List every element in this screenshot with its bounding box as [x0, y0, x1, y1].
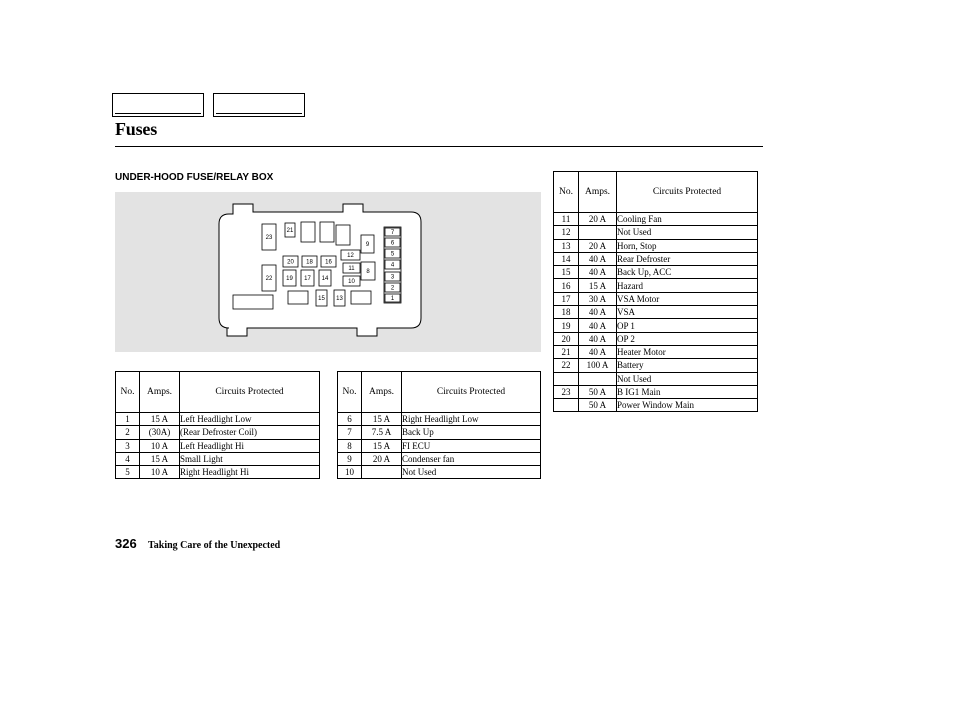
fuse-table-1	[115, 371, 320, 479]
header-no: No.	[116, 372, 140, 413]
fuse-number: 10	[338, 466, 362, 479]
fuse-slot-label: 5	[390, 251, 395, 258]
fuse-amperage: 100 A	[579, 359, 617, 372]
circuit-protected: Power Window Main	[617, 399, 758, 412]
fuse-amperage: 40 A	[579, 319, 617, 332]
fuse-amperage: 7.5 A	[362, 426, 402, 439]
fuse-amperage: (30A)	[140, 426, 180, 439]
table-row	[116, 466, 320, 479]
fuse-amperage: 50 A	[579, 399, 617, 412]
fuse-number: 17	[554, 292, 579, 305]
circuit-protected: Right Headlight Low	[402, 413, 541, 426]
circuit-protected: Not Used	[617, 372, 758, 385]
table-header-row	[338, 372, 541, 413]
table-row	[338, 466, 541, 479]
table-row	[554, 292, 758, 305]
header-no: No.	[338, 372, 362, 413]
circuit-protected: Heater Motor	[617, 345, 758, 358]
table-row	[116, 439, 320, 452]
header-no: No.	[554, 172, 579, 213]
table-row	[554, 239, 758, 252]
fuse-slot-label: 11	[348, 266, 355, 272]
relay-slot	[288, 291, 308, 304]
fuse-amperage: 50 A	[579, 385, 617, 398]
fuse-slot-label: 2	[390, 285, 395, 292]
fuse-slot-label: 20	[287, 259, 294, 266]
circuit-protected: Right Headlight Hi	[180, 466, 320, 479]
fuse-number: 8	[338, 439, 362, 452]
fuse-table-3	[553, 171, 758, 412]
relay-slot	[351, 291, 371, 304]
table-row	[338, 426, 541, 439]
table-row	[338, 452, 541, 465]
fuse-number: 4	[116, 452, 140, 465]
table-row	[554, 345, 758, 358]
circuit-protected: Battery	[617, 359, 758, 372]
circuit-protected: Left Headlight Low	[180, 413, 320, 426]
circuit-protected: Left Headlight Hi	[180, 439, 320, 452]
nav-tab-next[interactable]	[213, 93, 305, 117]
fuse-number: 7	[338, 426, 362, 439]
table-row	[554, 306, 758, 319]
fuse-slot-label: 3	[390, 274, 395, 281]
fuse-amperage: 40 A	[579, 266, 617, 279]
fuse-amperage: 15 A	[362, 413, 402, 426]
table-row	[554, 319, 758, 332]
table-row	[554, 385, 758, 398]
relay-slot	[320, 222, 334, 242]
fuse-number: 22	[554, 359, 579, 372]
page-number: 326	[115, 536, 137, 551]
relay-slot	[233, 295, 273, 309]
fuse-number: 9	[338, 452, 362, 465]
fuse-number: 1	[116, 413, 140, 426]
fuse-number: 15	[554, 266, 579, 279]
table-row	[116, 413, 320, 426]
circuit-protected: VSA	[617, 306, 758, 319]
fuse-amperage: 10 A	[140, 439, 180, 452]
fuse-slot-label: 12	[347, 253, 354, 259]
fuse-box-diagram	[115, 192, 541, 352]
circuit-protected: Not Used	[402, 466, 541, 479]
fuse-number	[554, 399, 579, 412]
fuse-slot-label: 8	[366, 269, 370, 275]
table-row	[554, 359, 758, 372]
fuse-amperage: 20 A	[579, 213, 617, 226]
circuit-protected: Condenser fan	[402, 452, 541, 465]
fuse-amperage: 30 A	[579, 292, 617, 305]
fuse-number: 2	[116, 426, 140, 439]
fuse-number: 21	[554, 345, 579, 358]
fuse-number: 12	[554, 226, 579, 239]
fuse-amperage	[362, 466, 402, 479]
fuse-number: 18	[554, 306, 579, 319]
section-heading: UNDER-HOOD FUSE/RELAY BOX	[115, 172, 274, 183]
fuse-amperage: 15 A	[579, 279, 617, 292]
fuse-slot-label: 14	[321, 276, 329, 282]
table-row	[554, 279, 758, 292]
fuse-amperage: 40 A	[579, 332, 617, 345]
fuse-amperage: 20 A	[362, 452, 402, 465]
circuit-protected: Back Up	[402, 426, 541, 439]
fuse-amperage: 15 A	[140, 413, 180, 426]
title-rule	[115, 146, 763, 147]
circuit-protected: VSA Motor	[617, 292, 758, 305]
fuse-amperage: 40 A	[579, 306, 617, 319]
page-title: Fuses	[115, 119, 158, 139]
table-row	[554, 252, 758, 265]
header-circuits: Circuits Protected	[402, 372, 541, 413]
circuit-protected: OP 2	[617, 332, 758, 345]
fuse-slot-label: 10	[348, 279, 355, 285]
circuit-protected: Not Used	[617, 226, 758, 239]
fuse-slot-label: 18	[306, 259, 313, 266]
fuse-slot-label: 17	[304, 276, 311, 282]
table-row	[338, 413, 541, 426]
circuit-protected: Rear Defroster	[617, 252, 758, 265]
header-amps: Amps.	[140, 372, 180, 413]
table-header-row	[554, 172, 758, 213]
circuit-protected: Hazard	[617, 279, 758, 292]
fuse-slot-label: 21	[286, 228, 294, 234]
fuse-amperage: 10 A	[140, 466, 180, 479]
circuit-protected: B IG1 Main	[617, 385, 758, 398]
circuit-protected: Back Up, ACC	[617, 266, 758, 279]
nav-tab-previous[interactable]	[112, 93, 204, 117]
table-row	[554, 213, 758, 226]
fuse-number: 16	[554, 279, 579, 292]
fuse-slot-label: 13	[336, 296, 343, 302]
fuse-slot-label: 6	[390, 240, 395, 247]
fuse-number: 23	[554, 385, 579, 398]
fuse-number: 11	[554, 213, 579, 226]
fuse-amperage: 40 A	[579, 252, 617, 265]
fuse-amperage: 20 A	[579, 239, 617, 252]
table-header-row	[116, 372, 320, 413]
table-row	[554, 266, 758, 279]
fuse-number: 3	[116, 439, 140, 452]
fuse-amperage: 15 A	[362, 439, 402, 452]
fuse-number: 20	[554, 332, 579, 345]
circuit-protected: (Rear Defroster Coil)	[180, 426, 320, 439]
fuse-amperage: 15 A	[140, 452, 180, 465]
fuse-number: 5	[116, 466, 140, 479]
fuse-number: 6	[338, 413, 362, 426]
circuit-protected: OP 1	[617, 319, 758, 332]
fuse-number: 14	[554, 252, 579, 265]
fuse-slot-label: 19	[286, 276, 293, 282]
fuse-amperage	[579, 372, 617, 385]
table-row	[116, 426, 320, 439]
table-row	[338, 439, 541, 452]
fuse-box-illustration	[115, 192, 541, 352]
fuse-number: 19	[554, 319, 579, 332]
fuse-number	[554, 372, 579, 385]
circuit-protected: FI ECU	[402, 439, 541, 452]
header-amps: Amps.	[362, 372, 402, 413]
fuse-amperage	[579, 226, 617, 239]
fuse-slot-label: 22	[265, 276, 273, 282]
circuit-protected: Horn, Stop	[617, 239, 758, 252]
footer-chapter-title: Taking Care of the Unexpected	[148, 540, 281, 551]
fuse-slot-label: 23	[265, 235, 273, 241]
fuse-slot-label: 16	[325, 259, 332, 266]
fuse-table-2	[337, 371, 541, 479]
fuse-slot-label: 4	[390, 262, 395, 269]
relay-slot	[301, 222, 315, 242]
table-row	[554, 226, 758, 239]
circuit-protected: Small Light	[180, 452, 320, 465]
header-amps: Amps.	[579, 172, 617, 213]
fuse-number: 13	[554, 239, 579, 252]
table-row	[116, 452, 320, 465]
circuit-protected: Cooling Fan	[617, 213, 758, 226]
fuse-amperage: 40 A	[579, 345, 617, 358]
table-row	[554, 332, 758, 345]
fuse-slot-label: 15	[318, 296, 325, 302]
table-row	[554, 399, 758, 412]
fuse-slot-label: 1	[390, 296, 395, 302]
fuse-slot-label: 9	[365, 242, 370, 248]
table-row	[554, 372, 758, 385]
header-circuits: Circuits Protected	[617, 172, 758, 213]
header-circuits: Circuits Protected	[180, 372, 320, 413]
fuse-slot-label: 7	[390, 230, 395, 236]
relay-slot	[336, 225, 350, 245]
